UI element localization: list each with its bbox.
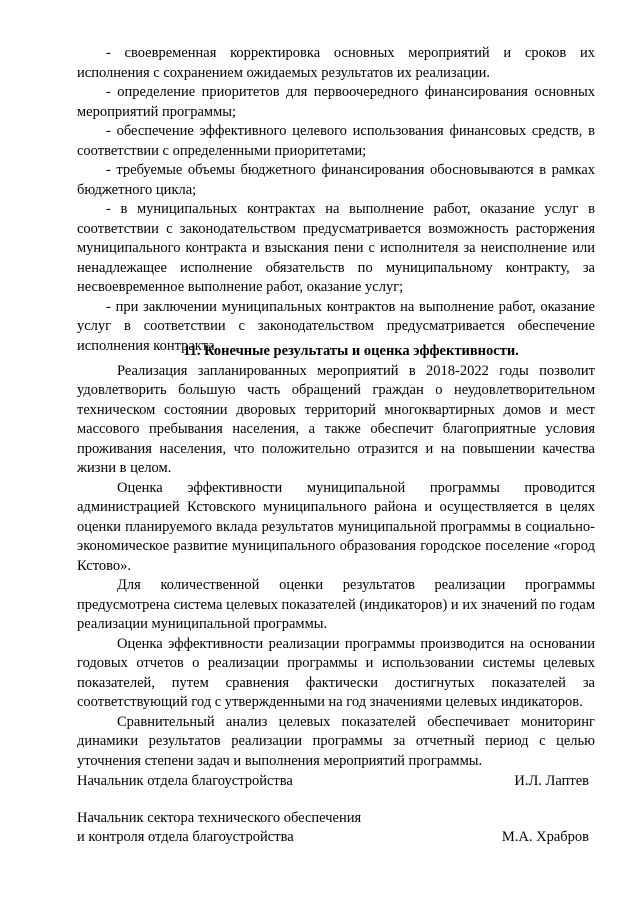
list-item: - в муниципальных контрактах на выполнение работ, оказание услуг в соответствии с законодательством предусматривается возможность расторжения муниципального контракта и взыскания пени с исполнителя за неисполнение или ненадлежащее исполнение обязательств по муниципальному контракту, за несвоевременное выполнение работ, оказание услуг; (77, 201, 595, 295)
paragraph: Реализация запланированных мероприятий в 2018-2022 годы позволит удовлетворить большую часть обращений граждан о неудовлетворительном техническом состоянии дворовых территорий многоквартирных домов и мест массового пребывания населения, а также обеспечит благоприятные условия проживания населения, что положительно отразится и на повышении качества жизни в целом. (77, 362, 595, 476)
list-item: - определение приоритетов для первоочередного финансирования основных мероприятий программы; (77, 84, 595, 120)
signatory-position: Начальник сектора технического обеспечения и контроля отдела благоустройства (77, 809, 362, 845)
paragraph: Для количественной оценки результатов реализации программы предусмотрена система целевых показателей (индикаторов) и их значений по годам реализации муниципальной программы. (77, 577, 595, 632)
measures-list (77, 44, 595, 356)
signature-block (77, 772, 595, 848)
signatory-position: Начальник отдела благоустройства (77, 773, 293, 789)
list-item: - обеспечение эффективного целевого использования финансовых средств, в соответствии с определенными приоритетами; (77, 123, 595, 159)
signature-row (77, 772, 595, 792)
signatory-name: М.А. Храбров (501, 829, 589, 845)
section-heading: 11. Конечные результаты и оценка эффективности. (183, 343, 519, 359)
list-item: - своевременная корректировка основных мероприятий и сроков их исполнения с сохранением ожидаемых результатов их реализации. (77, 45, 595, 81)
paragraph: Оценка эффективности муниципальной программы проводится администрацией Кстовского муниципального района и осуществляется в целях оценки планируемого вклада результатов муниципальной программы в социально-экономическое развитие муниципального образования городское поселение «город Кстово». (77, 479, 595, 574)
signature-row (77, 809, 595, 848)
paragraph: Оценка эффективности реализации программы производится на основании годовых отчетов о реализации программы и использовании системы целевых показателей, путем сравнения фактически достигнутых показателей за соответствующий год с утвержденными на год значениями целевых индикаторов. (77, 635, 595, 710)
list-item: - при заключении муниципальных контрактов на выполнение работ, оказание услуг в соответствии с законодательством предусматривается обеспечение исполнения контракта. (77, 298, 595, 354)
list-item: - требуемые объемы бюджетного финансирования обосновываются в рамках бюджетного цикла; (77, 162, 595, 198)
paragraph: Сравнительный анализ целевых показателей обеспечивает мониторинг динамики результатов реализации программы за отчетный период с целью уточнения степени задач и выполнения мероприятий программы. (77, 713, 595, 769)
signatory-name: И.Л. Лаптев (514, 773, 589, 789)
results-section (77, 342, 595, 771)
